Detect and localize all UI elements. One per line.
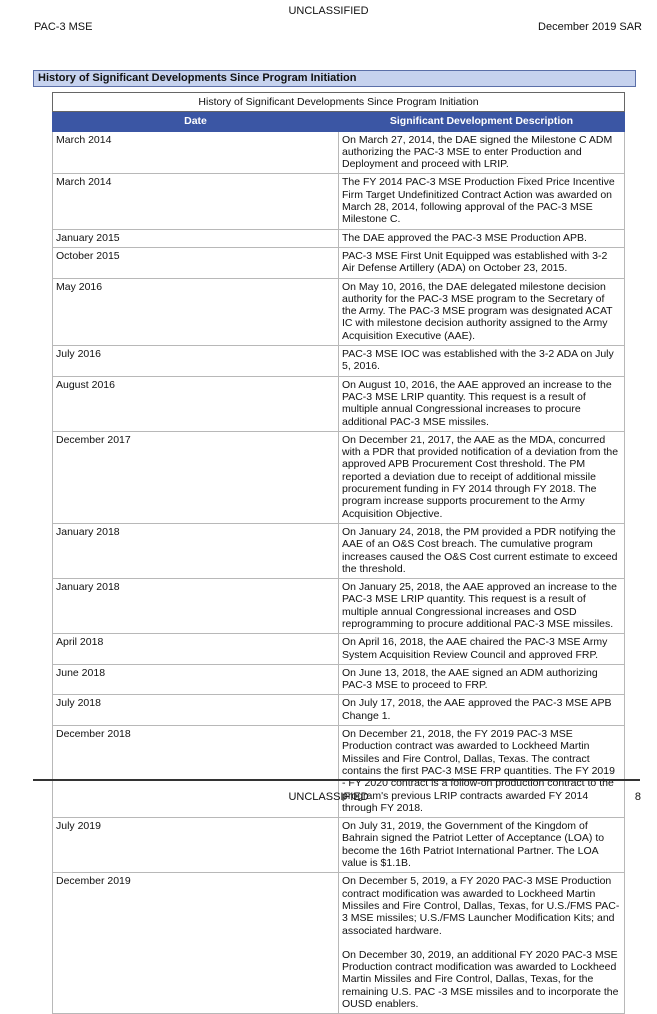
table-row [53, 174, 625, 229]
row-description: On July 17, 2018, the AAE approved the PAC-3 MSE APB Change 1. [339, 695, 625, 726]
row-description: On April 16, 2018, the AAE chaired the PAC-3 MSE Army System Acquisition Review Council and approved FRP. [339, 634, 625, 665]
column-header-date: Date [53, 112, 339, 131]
row-description: On January 25, 2018, the AAE approved an increase to the PAC-3 MSE LRIP quantity. This request is a result of multiple annual Congressional increases and OSD reprogramming to procure additional PAC-3 MSE missiles. [339, 579, 625, 634]
section-title: History of Significant Developments Since Program Initiation [33, 70, 636, 87]
header-report: December 2019 SAR [538, 21, 642, 33]
row-date: January 2018 [53, 579, 339, 634]
header-classification: UNCLASSIFIED [288, 5, 369, 17]
row-description: On June 13, 2018, the AAE signed an ADM authorizing PAC-3 MSE to proceed to FRP. [339, 664, 625, 695]
row-description: On December 21, 2018, the FY 2019 PAC-3 MSE Production contract was awarded to Lockheed Martin Missiles and Fire Control, Dallas, Texas. The contract contains the first PAC-3 MSE FRP quantities. The FY 2019 - FY 2020 contract is a follow-on production contract to the program's previous LRIP contracts awarded FY 2014 through FY 2018. [339, 726, 625, 818]
page-number: 8 [634, 791, 641, 803]
row-description: On March 27, 2014, the DAE signed the Milestone C ADM authorizing the PAC-3 MSE to enter Production and Deployment and proceed with LRIP. [339, 131, 625, 174]
table-header-row [53, 112, 625, 131]
row-date: October 2015 [53, 247, 339, 278]
row-date: April 2018 [53, 634, 339, 665]
row-date: May 2016 [53, 278, 339, 345]
row-date: July 2016 [53, 346, 339, 377]
table-row [53, 346, 625, 377]
history-table-container [52, 92, 625, 1014]
row-description-paragraph: On December 30, 2019, an additional FY 2020 PAC-3 MSE Production contract modification was awarded to Lockheed Martin Missiles and Fire Control, Dallas, Texas, for the remaining U.S. PAC -3 MSE missiles and to incorporate the OUSD enablers. [342, 948, 619, 1010]
table-row [53, 726, 625, 818]
row-description: On August 10, 2016, the AAE approved an increase to the PAC-3 MSE LRIP quantity. This request is a result of multiple annual Congressional increases to procure additional PAC-3 MSE missiles. [339, 376, 625, 431]
table-row [53, 579, 625, 634]
row-date: March 2014 [53, 131, 339, 174]
row-description: The FY 2014 PAC-3 MSE Production Fixed Price Incentive Firm Target Undefinitized Contract Action was awarded on March 28, 2014, following approval of the PAC-3 MSE Milestone C. [339, 174, 625, 229]
table-row [53, 664, 625, 695]
row-date: December 2017 [53, 431, 339, 523]
table-row [53, 278, 625, 345]
row-date: January 2018 [53, 523, 339, 578]
table-row [53, 695, 625, 726]
column-header-description: Significant Development Description [339, 112, 625, 131]
table-row [53, 634, 625, 665]
table-row [53, 873, 625, 1014]
row-date: March 2014 [53, 174, 339, 229]
row-description: The DAE approved the PAC-3 MSE Production APB. [339, 229, 625, 247]
table-row [53, 818, 625, 873]
row-description: PAC-3 MSE IOC was established with the 3-2 ADA on July 5, 2016. [339, 346, 625, 377]
row-description-paragraph: On December 5, 2019, a FY 2020 PAC-3 MSE Production contract modification was awarded to Lockheed Martin Missiles and Fire Control, Dallas, Texas, for U.S./FMS PAC-3 MSE missiles; U.S./FMS Launcher Modification Kits; and associated hardware. [342, 875, 620, 937]
row-date: December 2019 [53, 873, 339, 1014]
table-row [53, 229, 625, 247]
row-description: On December 21, 2017, the AAE as the MDA, concurred with a PDR that provided notification of a deviation from the approved APB Procurement Cost threshold. The PM reported a deviation due to receipt of additional missile procurement funding in FY 2014 through FY 2018. The program increase supports procurement to the Army Acquisition Objective. [339, 431, 625, 523]
row-date: August 2016 [53, 376, 339, 431]
header-program: PAC-3 MSE [34, 21, 93, 33]
row-date: July 2018 [53, 695, 339, 726]
footer-classification: UNCLASSIFIED [288, 791, 369, 803]
row-description: On January 24, 2018, the PM provided a PDR notifying the AAE of an O&S Cost breach. The cumulative program increases caused the O&S Cost current estimate to exceed the threshold. [339, 523, 625, 578]
row-date: June 2018 [53, 664, 339, 695]
row-description: On May 10, 2016, the DAE delegated milestone decision authority for the PAC-3 MSE program to the Secretary of the Army. The PAC-3 MSE program was designated ACAT IC with milestone decision authority assigned to the Army Acquisition Executive (AAE). [339, 278, 625, 345]
row-description [339, 873, 625, 1014]
table-caption: History of Significant Developments Since Program Initiation [53, 93, 625, 112]
row-description: On July 31, 2019, the Government of the Kingdom of Bahrain signed the Patriot Letter of Acceptance (LOA) to become the 16th Patriot International Partner. The LOA value is $1.1B. [339, 818, 625, 873]
table-row [53, 523, 625, 578]
table-row [53, 247, 625, 278]
row-date: January 2015 [53, 229, 339, 247]
table-row [53, 431, 625, 523]
table-row [53, 131, 625, 174]
row-date: December 2018 [53, 726, 339, 818]
table-row [53, 376, 625, 431]
row-description: PAC-3 MSE First Unit Equipped was established with 3-2 Air Defense Artillery (ADA) on October 23, 2015. [339, 247, 625, 278]
footer-divider [33, 779, 640, 781]
row-date: July 2019 [53, 818, 339, 873]
history-table [52, 92, 625, 1014]
